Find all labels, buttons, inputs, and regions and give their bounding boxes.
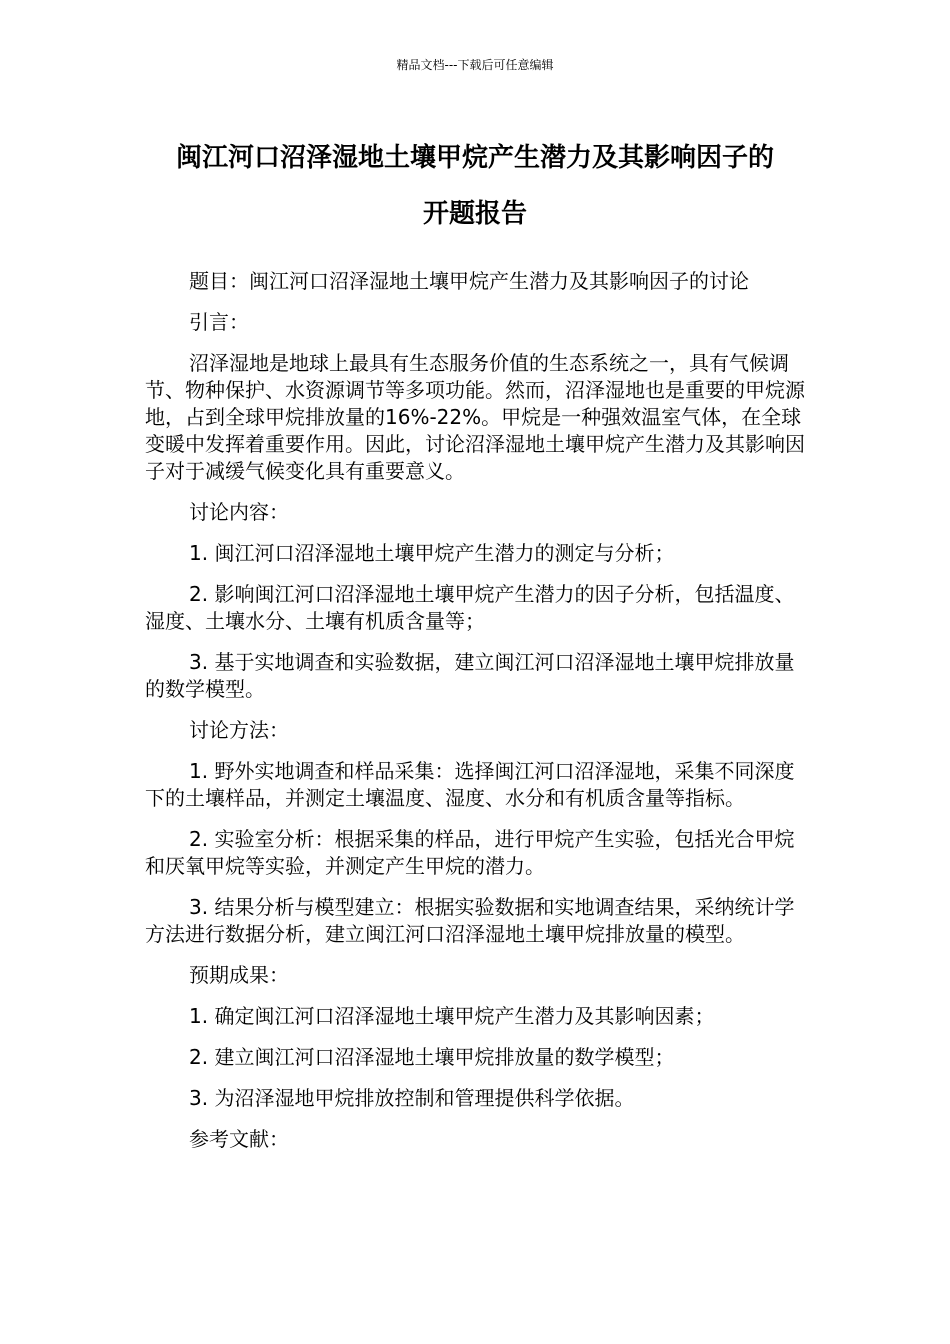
methods-item: 1. 野外实地调查和样品采集：选择闽江河口沼泽湿地，采集不同深度下的土壤样品，并测定土壤温度、湿度、水分和有机质含量等指标。	[145, 759, 795, 810]
document-title	[120, 130, 830, 242]
outcomes-item: 3. 为沼泽湿地甲烷排放控制和管理提供科学依据。	[189, 1086, 635, 1110]
methods-heading: 讨论方法：	[189, 718, 289, 742]
outcomes-item: 2. 建立闽江河口沼泽湿地土壤甲烷排放量的数学模型；	[189, 1045, 675, 1069]
document-body	[145, 268, 813, 1167]
title-line-1: 闽江河口沼泽湿地土壤甲烷产生潜力及其影响因子的	[175, 143, 774, 173]
title-line-2: 开题报告	[422, 199, 527, 229]
page-header: 精品文档---下载后可任意编辑	[396, 58, 554, 72]
introduction-paragraph: 沼泽湿地是地球上最具有生态服务价值的生态系统之一，具有气候调节、物种保护、水资源调节等多项功能。然而，沼泽湿地也是重要的甲烷源地，占到全球甲烷排放量的16%-22%。甲烷是一种强效温室气体，在全球变暖中发挥着重要作用。因此，讨论沼泽湿地土壤甲烷产生潜力及其影响因子对于减缓气候变化具有重要意义。	[145, 351, 805, 483]
methods-item: 2. 实验室分析：根据采集的样品，进行甲烷产生实验，包括光合甲烷和厌氧甲烷等实验，并测定产生甲烷的潜力。	[145, 827, 795, 878]
references-heading: 参考文献：	[189, 1127, 289, 1151]
content-item: 1. 闽江河口沼泽湿地土壤甲烷产生潜力的测定与分析；	[189, 541, 675, 565]
methods-item: 3. 结果分析与模型建立：根据实验数据和实地调查结果，采纳统计学方法进行数据分析，建立闽江河口沼泽湿地土壤甲烷排放量的模型。	[145, 895, 795, 946]
outcomes-item: 1. 确定闽江河口沼泽湿地土壤甲烷产生潜力及其影响因素；	[189, 1004, 715, 1028]
content-item: 3. 基于实地调查和实验数据，建立闽江河口沼泽湿地土壤甲烷排放量的数学模型。	[145, 650, 795, 701]
outcomes-heading: 预期成果：	[189, 963, 289, 987]
content-item: 2. 影响闽江河口沼泽湿地土壤甲烷产生潜力的因子分析，包括温度、湿度、土壤水分、土壤有机质含量等；	[145, 582, 795, 633]
content-heading: 讨论内容：	[189, 500, 289, 524]
topic-paragraph: 题目：闽江河口沼泽湿地土壤甲烷产生潜力及其影响因子的讨论	[189, 269, 749, 293]
introduction-heading: 引言：	[189, 310, 249, 334]
